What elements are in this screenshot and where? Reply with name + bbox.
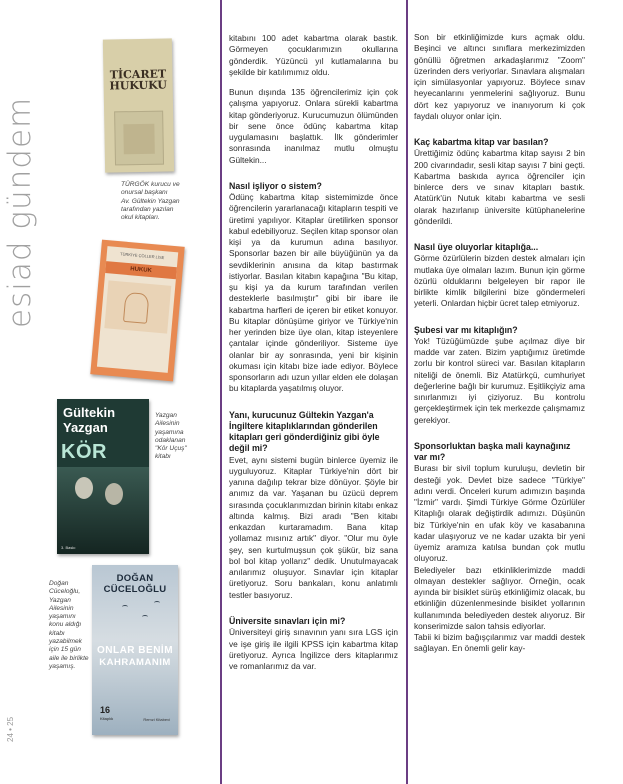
caption-line: Yazgan xyxy=(155,412,177,419)
paragraph: Belediyeler bazı etkinliklerimizde maddi olmayan destekler sağlıyor. Örneğin, ocak ayında bir bisiklet sürüş etkinliğimiz olacak, bu etkinliğin düzenlenmesinde bisiklet yollarının kullanımında belediyeden destek alıyoruz. Bir konserimizde salon tahsis ediyorlar. xyxy=(414,564,585,631)
book-cover-ticaret-hukuku xyxy=(103,38,174,172)
caption-line: Cüceloğlu, xyxy=(49,588,81,596)
book-author-line1: Gültekin xyxy=(63,405,116,420)
caption-line: tarafından yazılan xyxy=(121,205,174,213)
article-column-1 xyxy=(229,33,398,681)
bird-icon xyxy=(122,605,128,609)
caption-line: yaşamış. xyxy=(49,662,76,670)
book-cover-kor-ucus xyxy=(57,399,149,554)
article-column-2 xyxy=(414,32,585,664)
book-title-line2: KAHRAMANIM xyxy=(99,657,171,668)
bird-icon xyxy=(142,615,148,619)
book-cover-hukuk xyxy=(90,240,184,382)
book-title-line1: ONLAR BENİM xyxy=(96,645,174,656)
bird-icon xyxy=(154,601,160,605)
book-cover-photo xyxy=(57,467,149,554)
paragraph: Görme özürlülerin bizden destek almaları için mutlaka üye olmaları lazım. Bunun için görme özürlü olduklarını belgeleyen bir rapor ile birlikte kimlik bilgilerini bize göndermeleri yeterli. Onlardan hiçbir ücret talep etmiyoruz. xyxy=(414,253,585,309)
caption-line: Ailesinin xyxy=(155,420,180,428)
book-author: DOĞAN CÜCELOĞLU xyxy=(103,573,167,595)
question-heading: Sponsorluktan başka mali kaynağınız var mı? xyxy=(414,440,571,463)
caption-line: Av. Gültekin Yazgan xyxy=(121,197,180,205)
book-publisher: Remzi Kitabevi xyxy=(143,717,170,722)
caption-line: yaşamına xyxy=(155,428,184,436)
caption-line: okul kitapları. xyxy=(121,214,160,222)
caption-book-4 xyxy=(49,580,91,671)
caption-line: odaklanan xyxy=(155,436,186,444)
question-heading: Nasıl üye oluyorlar kitaplığa... xyxy=(414,242,539,253)
book-title-line2: HUKUKU xyxy=(109,78,168,93)
caption-line: Yazgan xyxy=(49,596,71,604)
question-heading: Kaç kabartma kitap var basılan? xyxy=(414,137,549,147)
book-title: KÖR xyxy=(61,441,107,463)
caption-book-1 xyxy=(121,181,216,222)
book-series-number: 16 xyxy=(100,705,111,715)
paragraph: Yok! Tüzüğümüzde şube açılmaz diye bir madde var zaten. Bizim yaptığımız üretimde zorlu bir kontrol süreci var. Basılan kitapların niteliği de önemli. Biz Atatürkçü, cumhuriyet değerlerine bağlı bir kurumuz. Eşitlikçiyiz ama sınırlanmızı iyi çiziyoruz. Bu kontrolu gerçekleştirmek için tek merkezde çalışmamız gerekiyor. xyxy=(414,335,585,425)
caption-line: "Kör Uçuş" xyxy=(155,445,187,453)
book-cover-illustration xyxy=(114,111,164,166)
paragraph: Burası bir sivil toplum kuruluşu, devletin bir desteği yok. Devlet bize sadece "Türkiye" adını verdi. Önceleri kurum adımızın başında "İzmir" vardı. Şimdi Türkiye Görme Özürlüler Kitaplığı olarak değiştirdik adımızı. Düşünün biz Türkiye'nin en ufak köy ve kasabanına kadar ulaşıyoruz ve ne kadar uzakta bir yeni üyemiz aramıza katılsa bundan çok mutlu oluyoruz. xyxy=(414,463,585,564)
paragraph: Üniversiteyi giriş sınavının yanı sıra LGS için ve işe giriş ile ilgili KPSS için kabartma kitap üretiyoruz. Ayrıca İngilizce ders kitaplarımız ve romanlarımız da var. xyxy=(229,627,398,672)
page-number: 24 • 25 xyxy=(6,716,15,742)
paragraph: kitabını 100 adet kabartma olarak bastık. Görmeyen çocuklarımızın okullarına gönderdik. Yüzüncü yıl kutlamalarına bu şekilde bir katılımımız oldu. xyxy=(229,33,398,77)
question-heading: Yanı, kurucunuz Gültekin Yazgan'a İngiltere kitaplıklarından gönderilen kitapları geri gönderdiğiniz gibi öyle değil mi? xyxy=(229,409,380,454)
book-cover-onlar-benim-kahramanim xyxy=(92,565,178,735)
caption-line: aile ile birlikte xyxy=(49,654,89,662)
book-series: TÜRKİYE ÇÖLLER LİSE xyxy=(120,251,165,261)
caption-line: kitabı xyxy=(49,629,65,637)
paragraph: Ürettiğimiz ödünç kabartma kitap sayısı 2 bin 200 civarındadır, sesli kitap sayısı 7 bini geçti. Kabartma baskıda ayrıca öğrenciler için binlerce ders ve sınav kitapları bastık. Atatürk'ün Nutuk kitabı kabartma ve sesli olarak hazırlanıp üniversite kütüphanelerine gönderildi. xyxy=(414,148,585,226)
caption-line: Doğan xyxy=(49,580,69,587)
caption-book-3 xyxy=(155,412,215,462)
question-heading: Nasıl işliyor o sistem? xyxy=(229,180,322,191)
caption-line: yazabilmek xyxy=(49,638,82,646)
book-title: HUKUK xyxy=(105,261,177,279)
caption-line: Ailesinin xyxy=(49,604,74,612)
caption-line: için 15 gün xyxy=(49,646,81,654)
paragraph: Ödünç kabartma kitap sistemimizde önce öğrencilerin yararlanacağı kitapların tespiti ve üretimi yapılıyor. Kitaplar üretilirken sponsor kabul edebiliyoruz. Seçilen kitap sponsor olan kişi ya da kurumun adına basılıyor. Sponsorlar bazen bir aile büyüğünün ya da sevdiklerinin anısına da kitap bastırmak istiyorlar. Basılan kitabın kapağına "Bu kitap, şu kişi ya da kurum tarafından verilen desteklerle basılmıştır" gibi bir ibare ile kabartma harfleri de içeren bir etiket konuyor. Bu kitaplar dönüşüme giriyor ve Türkiye'nin her yerinden bize üye olan, kitap isteyenlere çantalar içinde gönderiliyor. Sisteme üye olanlar bir ay sonrasında, yeni bir kişinin okuması için kitabı bize iade ediyor. Böylece sponsorların adı uzun yıllar elden ele dolaşan bu kitaplarda yaşatılmış oluyor. xyxy=(229,192,398,394)
book-cover-illustration xyxy=(104,280,171,333)
paragraph: Son bir etkinliğimizde kurs açmak oldu. Beşinci ve altıncı sınıflara merkezimizden gönüllü öğretmen arkadaşlarımız "Zoom" üzerinden ders veriyorlar. Sınavlara alışmaları için simülasyonlar yapıyoruz. Böylece sınav heyecanlarını yenmelerini sağlıyoruz. Bunu dört kez yapıyoruz ve inanıyorum ki çok faydalı oluyor onlar için. xyxy=(414,32,585,121)
question-heading: Şubesi var mı kitaplığın? xyxy=(414,324,518,335)
caption-line: TÜRGÖK kurucu ve xyxy=(121,181,180,188)
section-title: esiad gündem xyxy=(2,96,38,328)
vertical-divider-right xyxy=(406,0,408,784)
caption-line: onursal başkanı xyxy=(121,189,168,197)
caption-line: yaşamını xyxy=(49,613,76,621)
book-edition: 3. Baskı xyxy=(61,545,76,550)
paragraph: Bunun dışında 135 öğrencilerimiz için çok çalışma yapıyoruz. Onlara sürekli kabartma kitap gönderiyoruz. Kurucumuzun ölümünden bir sene önce ödünç kabartma kitap uygulamasını başlattık. İlk gönderimler sonrasında inanılmaz mutlu olmuştu Gültekin... xyxy=(229,87,398,165)
paragraph: Evet, aynı sistemi bugün binlerce üyemiz ile uyguluyoruz. Kitaplar Türkiye'nin dört bir yanına dağılıp tekrar bize dönüyor. Şöyle bir anımız da var. Yaşanan bu üzücü deprem sırasında çocuklarımızdan birinin kitabı enkaz altında kalmış. Bizi aradı "Ben kitabı enkazdan kurtaramadım. Bana kitap yollamaz mısınız artık" diyor. "Olur mu öyle şey, sen kurtulmuşsun çok şükür, biz sana bol bol kitap yollarız" dedik. Unutulmayacak anılarımız oluşuyor. Sınavlar için kitaplar üretiyoruz. Soru bankaları, konu anlatımlı testler basıyoruz. xyxy=(229,454,398,600)
book-series-label: Kitaplık xyxy=(100,716,114,721)
vertical-divider-left xyxy=(220,0,222,784)
book-title-line1: TİCARET xyxy=(109,67,167,82)
paragraph: Tabii ki bizim bağışçılarımız var maddi destek sağlayan. En önemli gelir kay- xyxy=(414,632,585,654)
question-heading: Üniversite sınavları için mi? xyxy=(229,615,346,626)
caption-line: konu aldığı xyxy=(49,621,82,629)
caption-line: kitabı xyxy=(155,453,171,461)
book-author-line2: Yazgan xyxy=(63,420,108,435)
